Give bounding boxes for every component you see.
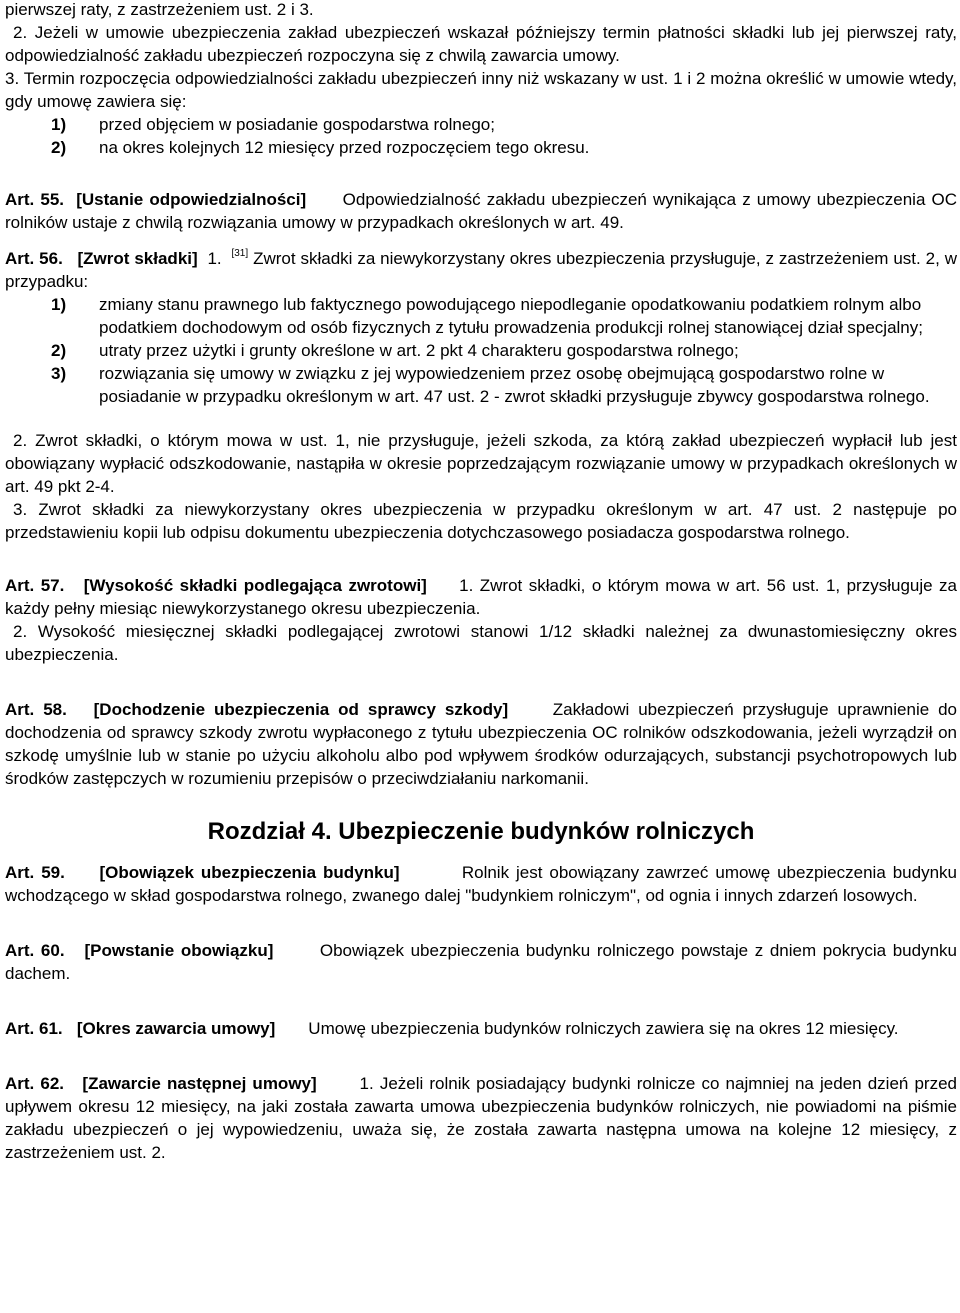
article-58: Art. 58. [Dochodzenie ubezpieczenia od sprawcy szkody] Zakładowi ubezpieczeń przysługuje uprawnienie do dochodzenia od sprawcy szkody zwrotu wypłaconego z tytułu ubezpieczenia OC rolników odszkodowania, jeżeli wyrządził on szkodę umyślnie lub w stanie po użyciu alkoholu albo pod wpływem środków odurzających, substancji psychotropowych lub środków zastępczych w rozumieniu przepisów o przeciwdziałaniu narkomanii. [5,700,958,788]
article-title: [Dochodzenie ubezpieczenia od sprawcy szkody] [93,700,509,719]
article-title: [Zawarcie następnej umowy] [82,1074,317,1093]
article-title: [Zwrot składki] [77,249,198,268]
paragraph: 3. Zwrot składki za niewykorzystany okres ubezpieczenia w przypadku określonym w art. 47 ust. 2 następuje po przedstawieniu kopii lub odpisu dokumentu ubezpieczenia dotychczasowego posiadacza gospodarstwa rolnego. [5,500,957,542]
list-item: 1) zmiany stanu prawnego lub faktycznego powodującego niepodleganie opodatkowaniu podatkiem rolnym albo podatkiem dochodowym od osób fizycznych z tytułu prowadzenia produkcji rolnej stanowiącej dział specjalny; [51,295,923,337]
article-number: Art. 57. [5,576,65,595]
article-title: [Ustanie odpowiedzialności] [76,190,307,209]
paragraph: 2. Jeżeli w umowie ubezpieczenia zakład ubezpieczeń wskazał późniejszy termin płatności składki lub jej pierwszej raty, odpowiedzialność zakładu ubezpieczeń rozpoczyna się z chwilą zawarcia umowy. [5,23,957,65]
article-60: Art. 60. [Powstanie obowiązku] Obowiązek ubezpieczenia budynku rolniczego powstaje z dniem pokrycia budynku dachem. [5,941,957,983]
article-title: [Obowiązek ubezpieczenia budynku] [99,863,400,882]
article-number: Art. 58. [5,700,67,719]
chapter-heading: Rozdział 4. Ubezpieczenie budynków rolniczych [207,818,755,845]
article-61: Art. 61. [Okres zawarcia umowy] Umowę ubezpieczenia budynków rolniczych zawiera się na okres 12 miesięcy. [5,1019,899,1038]
list-item: 2) na okres kolejnych 12 miesięcy przed rozpoczęciem tego okresu. [51,138,590,157]
article-number: Art. 62. [5,1074,65,1093]
paragraph: pierwszej raty, z zastrzeżeniem ust. 2 i 3. [5,0,314,19]
paragraph: 2. Zwrot składki, o którym mowa w ust. 1, nie przysługuje, jeżeli szkoda, za którą zakład ubezpieczeń wypłacił lub jest obowiązany wypłacić odszkodowanie, nastąpiła w okresie poprzedzającym rozwiązanie umowy w przypadkach określonych w art. 49 pkt 2-4. [5,431,957,496]
list-item: 1) przed objęciem w posiadanie gospodarstwa rolnego; [51,115,495,134]
article-62: Art. 62. [Zawarcie następnej umowy] 1. Jeżeli rolnik posiadający budynki rolnicze co najmniej na jeden dzień przed upływem okresu 12 miesięcy, na jaki została zawarta umowa ubezpieczenia budynków rolniczych, nie powiadomi na piśmie zakładu ubezpieczeń o jej wypowiedzeniu, uważa się, że została zawarta następna umowa na kolejne 12 miesięcy, z zastrzeżeniem ust. 2. [5,1074,958,1162]
list-item: 3) rozwiązania się umowy w związku z jej wypowiedzeniem przez osobę obejmującą gospodarstwo rolne w posiadanie w przypadku określonym w art. 47 ust. 2 - zwrot składki przysługuje zbywcy gospodarstwa rolnego. [51,364,930,406]
article-title: [Powstanie obowiązku] [84,941,274,960]
article-number: Art. 61. [5,1019,63,1038]
article-57: Art. 57. [Wysokość składki podlegająca zwrotowi] 1. Zwrot składki, o którym mowa w art. 56 ust. 1, przysługuje za każdy pełny miesiąc niewykorzystanego okresu ubezpieczenia. [5,576,958,618]
article-number: Art. 60. [5,941,65,960]
article-number: Art. 56. [5,249,63,268]
paragraph: 2. Wysokość miesięcznej składki podlegającej zwrotowi stanowi 1/12 składki należnej za dwunastomiesięczny okres ubezpieczenia. [5,622,957,664]
footnote-ref[interactable]: [31] [231,248,249,259]
list-item: 2) utraty przez użytki i grunty określone w art. 2 pkt 4 charakteru gospodarstwa rolnego; [51,341,739,360]
article-title: [Okres zawarcia umowy] [76,1019,276,1038]
article-title: [Wysokość składki podlegająca zwrotowi] [83,576,427,595]
article-number: Art. 55. [5,190,64,209]
article-59: Art. 59. [Obowiązek ubezpieczenia budynku] Rolnik jest obowiązany zawrzeć umowę ubezpieczenia budynku wchodzącego w skład gospodarstwa rolnego, zwanego dalej "budynkiem rolniczym", od ognia i innych zdarzeń losowych. [5,863,957,905]
article-56: Art. 56. [Zwrot składki] 1. [31] Zwrot składki za niewykorzystany okres ubezpieczenia przysługuje, z zastrzeżeniem ust. 2, w przypadku: [5,248,957,291]
paragraph: 3. Termin rozpoczęcia odpowiedzialności zakładu ubezpieczeń inny niż wskazany w ust. 1 i 2 można określić w umowie wtedy, gdy umowę zawiera się: [5,69,957,111]
document-page [5,0,957,1164]
article-55: Art. 55. [Ustanie odpowiedzialności] Odpowiedzialność zakładu ubezpieczeń wynikająca z umowy ubezpieczenia OC rolników ustaje z chwilą rozwiązania umowy w przypadkach określonych w art. 49. [5,190,957,232]
article-number: Art. 59. [5,863,65,882]
